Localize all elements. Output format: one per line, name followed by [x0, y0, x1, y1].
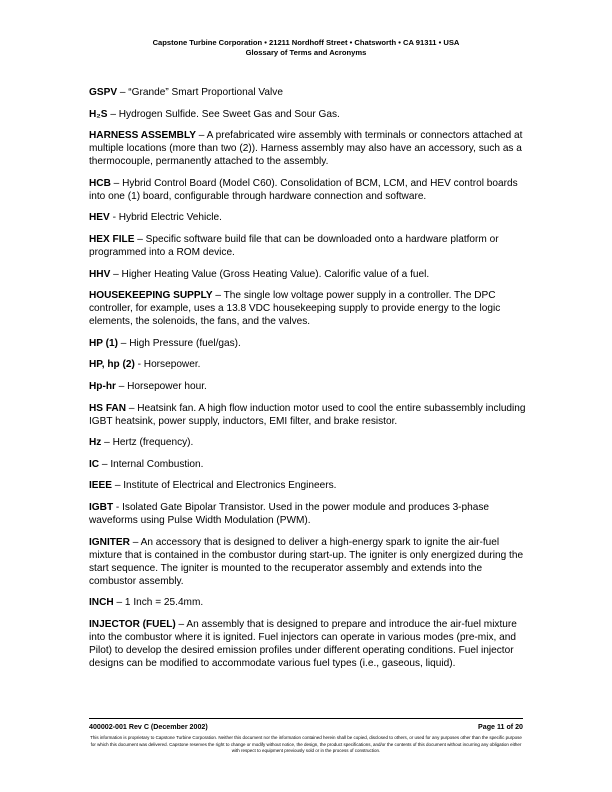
entry-definition: – Institute of Electrical and Electronics Engineers.: [112, 480, 337, 492]
entry-term: IGBT: [89, 501, 114, 513]
entry-definition: – An assembly that is designed to prepare and introduce the air-fuel mixture into the combustor where it is ignited. Fuel injectors can operate in various modes (pre-mix, and Pilot) to develop the desired emission profiles under different operating conditions. Fuel injector designs can be modified to accommodate various fuel types (i.e., gaseous, liquid).: [89, 618, 517, 669]
entry-definition: – The single low voltage power supply in a controller. The DPC controller, for example, uses a 13.8 VDC housekeeping supply to provide energy to the logic elements, the solenoids, the fans, and the valves.: [89, 290, 501, 328]
entry-term: HP, hp (2): [89, 359, 135, 371]
entry-term: GSPV: [89, 87, 118, 98]
glossary-entry-hex-file: [89, 233, 529, 259]
document-title: Glossary of Terms and Acronyms: [245, 48, 367, 57]
entry-definition: – “Grande” Smart Proportional Valve: [117, 87, 283, 98]
glossary-entry-injector-fuel: [89, 618, 529, 670]
glossary-entry-hp-hr: [89, 380, 529, 393]
glossary-entry-hp-1: [89, 337, 529, 350]
entry-definition: - Horsepower.: [134, 359, 201, 371]
entry-term: HP (1): [89, 337, 118, 349]
entry-definition: – Hertz (frequency).: [101, 437, 194, 449]
page-number: Page 11 of 20: [478, 723, 523, 731]
glossary-entry-igniter: [89, 536, 529, 588]
glossary-entries: [89, 86, 529, 678]
entry-definition: - Hybrid Electric Vehicle.: [109, 212, 222, 224]
entry-definition: – Internal Combustion.: [99, 458, 204, 470]
entry-term: H₂S: [89, 108, 108, 120]
entry-term: INJECTOR (FUEL): [89, 618, 176, 630]
glossary-entry-hz: [89, 436, 529, 449]
glossary-entry-ieee: [89, 479, 529, 492]
entry-definition: – Hydrogen Sulfide. See Sweet Gas and Sour Gas.: [107, 108, 340, 120]
glossary-entry-hp-2: [89, 358, 529, 371]
glossary-entry-ic: [89, 458, 529, 471]
entry-term: HEV: [89, 212, 110, 224]
glossary-entry-igbt: [89, 501, 529, 527]
entry-term: HHV: [89, 268, 111, 280]
entry-definition: – Heatsink fan. A high flow induction motor used to cool the entire subassembly including IGBT heatsink, power supply, inductors, EMI filter, and brake resistor.: [89, 402, 526, 427]
entry-term: HCB: [89, 177, 111, 189]
footer-divider: [89, 718, 523, 719]
entry-term: IEEE: [89, 480, 113, 492]
entry-term: HARNESS ASSEMBLY: [89, 130, 196, 142]
entry-definition: - Isolated Gate Bipolar Transistor. Used in the power module and produces 3-phase waveforms using Pulse Width Modulation (PWM).: [89, 501, 490, 526]
entry-term: IC: [89, 458, 100, 470]
document-number: 400002-001 Rev C (December 2002): [89, 723, 208, 731]
glossary-entry-harness-assembly: [89, 129, 529, 168]
glossary-entry-hs-fan: [89, 402, 529, 428]
proprietary-notice: This information is proprietary to Capstone Turbine Corporation. Neither this document nor the information contained herein shall be copied, disclosed to others, or used for any purposes other than the specific purpose for which this document was delivered. Capstone reserves the right to change or modify without notice, the design, the product specifications, and/or the contents of this document without incurring any obligation either with respect to equipment previously sold or in the process of construction.: [90, 735, 522, 753]
entry-definition: – 1 Inch = 25.4mm.: [113, 597, 204, 609]
entry-definition: – Specific software build file that can be downloaded onto a hardware platform or programmed into a ROM device.: [89, 233, 499, 258]
glossary-entry-h2s: [89, 108, 529, 121]
entry-term: INCH: [89, 597, 114, 609]
entry-term: Hp-hr: [89, 380, 116, 392]
entry-term: Hz: [89, 437, 102, 449]
company-address-line: Capstone Turbine Corporation • 21211 Nordhoff Street • Chatsworth • CA 91311 • USA: [152, 38, 460, 47]
entry-definition: – A prefabricated wire assembly with terminals or connectors attached at multiple locations (more than two (2)). Harness assembly may also have an accessory, such as a thermocouple, permanently attached to the assembly.: [89, 130, 523, 168]
entry-definition: – An accessory that is designed to deliver a high-energy spark to ignite the air-fuel mixture that is contained in the combustor during start-up. The igniter is only energized during the start sequence. The igniter is mounted to the recuperator assembly and extends into the combustor assembly.: [89, 536, 524, 587]
entry-definition: – High Pressure (fuel/gas).: [117, 337, 241, 349]
entry-definition: – Higher Heating Value (Gross Heating Value). Calorific value of a fuel.: [110, 268, 430, 280]
entry-term: HEX FILE: [89, 233, 135, 245]
entry-definition: – Hybrid Control Board (Model C60). Consolidation of BCM, LCM, and HEV control boards into one (1) board, configurable through hardware connection and software.: [89, 177, 518, 202]
glossary-entry-inch: [89, 596, 529, 609]
glossary-entry-hev: [89, 211, 529, 224]
entry-term: HOUSEKEEPING SUPPLY: [89, 290, 213, 302]
glossary-entry-hcb: [89, 177, 529, 203]
glossary-entry-hhv: [89, 268, 529, 281]
page-header: [0, 38, 612, 58]
entry-term: IGNITER: [89, 536, 130, 548]
glossary-entry-housekeeping-supply: [89, 289, 529, 328]
entry-term: HS FAN: [89, 402, 127, 414]
entry-definition: – Horsepower hour.: [115, 380, 207, 392]
glossary-entry-gspv: [89, 86, 529, 99]
